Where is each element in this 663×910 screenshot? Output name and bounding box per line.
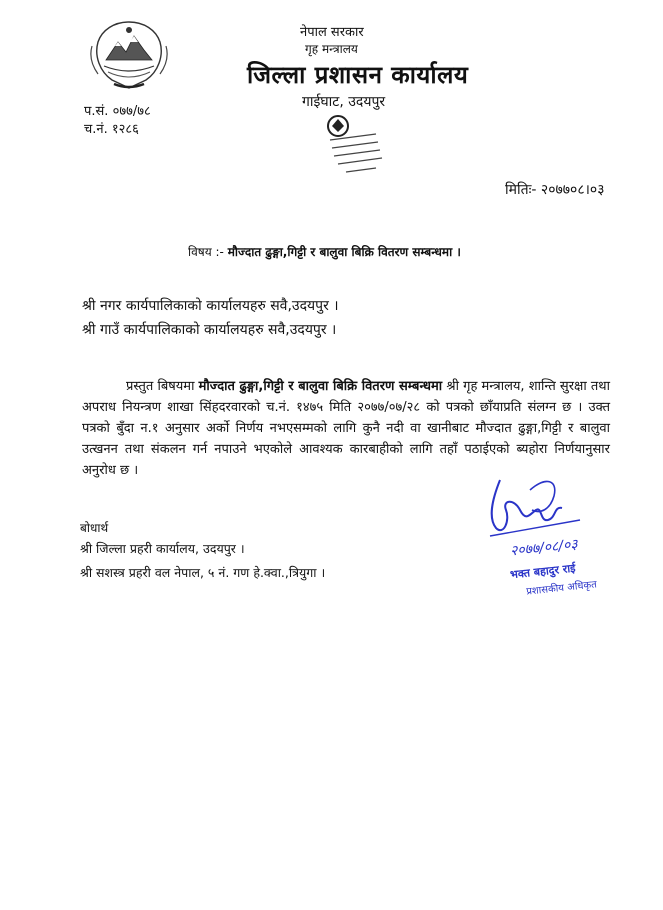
cc-label: बोधार्थ <box>80 521 109 535</box>
office-stamp <box>316 110 392 182</box>
signature-date: २०७७/०८/०३ <box>509 536 579 560</box>
signatory-title: प्रशासकीय अधिकृत <box>525 579 598 598</box>
dispatch-number: च.नं. १२८६ <box>84 122 139 137</box>
ministry-name: गृह मन्त्रालय <box>305 42 358 56</box>
office-location: गाईघाट, उदयपुर <box>302 94 386 110</box>
letter-body <box>82 376 610 481</box>
cc-item: श्री सशस्त्र प्रहरी वल नेपाल, ५ नं. गण हे.क्वा.,त्रियुगा । <box>80 565 326 580</box>
body-rest: श्री गृह मन्त्रालय, शान्ति सुरक्षा तथा अपराध नियन्त्रण शाखा सिंहदरवारको च.नं. १४७५ मिति २०७७/०७/२८ को पत्रको छाँयाप्रति संलग्न छ । उक्त पत्रको बुँदा न.१ अनुसार अर्को निर्णय नभएसम्मको लागि कुनै नदी वा खानीबाट मौज्दात ढुङ्गा,गिट्टी र बालुवा उत्खनन तथा संकलन गर्न नपाउने भएकोले आवश्यक कारबाहीको लागि तहाँ पठाईएको ब्यहोरा निर्णयानुसार अनुरोध छ । <box>82 379 610 478</box>
subject-prefix: विषय :- <box>188 245 224 259</box>
subject-text: मौज्दात ढुङ्गा,गिट्टी र बालुवा बिक्रि वितरण सम्बन्धमा । <box>227 245 461 259</box>
body-lead: प्रस्तुत बिषयमा <box>126 379 195 394</box>
government-name: नेपाल सरकार <box>300 25 364 40</box>
office-title: जिल्ला प्रशासन कार्यालय <box>247 61 469 89</box>
letter-date: मितिः- २०७७०८।०३ <box>505 182 605 198</box>
recipient-line: श्री नगर कार्यपालिकाको कार्यालयहरु सवै,उदयपुर । <box>82 298 339 314</box>
subject-line <box>188 243 461 260</box>
coat-of-arms-logo <box>84 16 174 92</box>
cc-item: श्री जिल्ला प्रहरी कार्यालय, उदयपुर । <box>80 541 245 556</box>
reference-number: प.सं. ०७७/७८ <box>84 104 151 119</box>
signatory-name: भक्त बहादुर राई <box>509 561 577 582</box>
body-bold-subject: मौज्दात ढुङ्गा,गिट्टी र बालुवा बिक्रि वितरण सम्बन्धमा <box>198 379 443 394</box>
recipient-line: श्री गाउँ कार्यपालिकाको कार्यालयहरु सवै,उदयपुर । <box>82 322 337 338</box>
